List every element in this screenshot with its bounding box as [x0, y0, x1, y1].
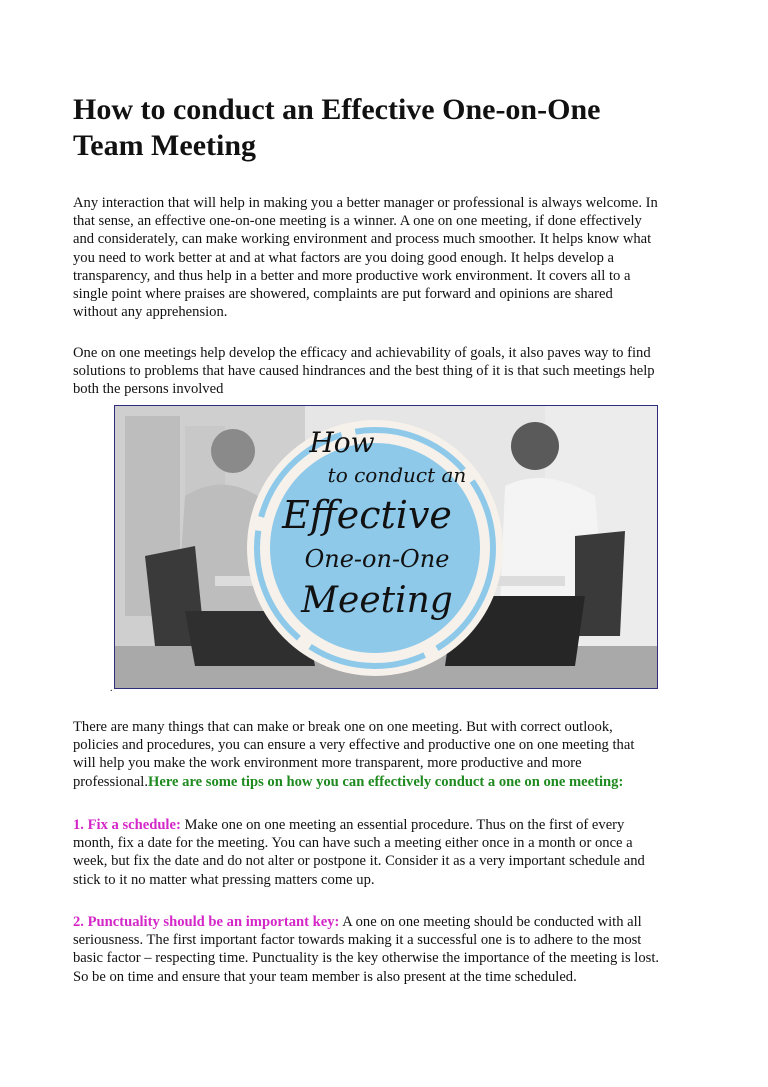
- badge-text: to conduct an: [327, 463, 467, 487]
- text-line: policies and procedures, you can ensure a very effective and productive one on one meeting that: [73, 737, 635, 754]
- tip-1-paragraph: [73, 816, 645, 889]
- badge-text: How: [309, 426, 375, 459]
- text-line: will help you make the work environment more transparent, more productive and more: [73, 755, 582, 772]
- text-segment: A one on one meeting should be conducted with all: [339, 914, 642, 930]
- text-line: single point where praises are showered, complaints are put forward and opinions are shared: [73, 286, 613, 303]
- text-line: both the persons involved: [73, 381, 224, 398]
- text-line: Any interaction that will help in making you a better manager or professional is always welcome. In: [73, 195, 658, 211]
- text-line: There are many things that can make or break one on one meeting. But with correct outlook,: [73, 719, 613, 735]
- stray-dot: .: [110, 683, 113, 694]
- text-segment: Make one on one meeting an essential procedure. Thus on the first of every: [180, 817, 625, 833]
- text-line: month, fix a date for the meeting. You can have such a meeting either once in a month or once a: [73, 835, 633, 852]
- text-line: One on one meetings help develop the efficacy and achievability of goals, it also paves way to find: [73, 345, 651, 361]
- text-line: transparency, and thus help in a better and more productive work environment. It covers all to a: [73, 267, 631, 284]
- text-line: seriousness. The first important factor towards making it a successful one is to adhere to the most: [73, 932, 642, 949]
- intro-paragraph: [73, 194, 658, 321]
- text-line: basic factor – respecting time. Punctuality is the key otherwise the importance of the meeting is lost.: [73, 950, 660, 967]
- text-line: solutions to problems that have caused hindrances and the best thing of it is that such meetings help: [73, 363, 655, 380]
- text-line: [73, 816, 645, 834]
- tip-2-heading: 2. Punctuality should be an important key:: [73, 914, 340, 930]
- tips-intro-paragraph: [73, 718, 634, 791]
- badge-text: Meeting: [301, 580, 453, 621]
- title-line: How to conduct an Effective One-on-One: [73, 93, 601, 126]
- tip-2-paragraph: [73, 913, 659, 986]
- page-title: [73, 92, 600, 164]
- text-segment: professional.: [73, 773, 148, 790]
- tips-highlight: Here are some tips on how you can effectively conduct a one on one meeting:: [147, 773, 624, 790]
- text-line: that sense, an effective one-on-one meeting is a winner. A one on one meeting, if done effectively: [73, 213, 642, 230]
- badge-text: Effective: [282, 493, 452, 537]
- article-image: [114, 405, 658, 689]
- text-line: So be on time and ensure that your team member is also present at the time scheduled.: [73, 968, 577, 985]
- tip-1-heading: 1. Fix a schedule:: [73, 817, 181, 833]
- text-line: stick to it no matter what pressing matters come up.: [73, 871, 375, 888]
- title-line: Team Meeting: [73, 129, 257, 162]
- text-line: without any apprehension.: [73, 304, 228, 321]
- text-line: you need to work better at and at what factors are you doing good enough. It helps develop a: [73, 249, 615, 266]
- text-line: and considerately, can make working environment and process much smoother. It helps know what: [73, 231, 652, 248]
- text-line: week, but fix the date and do not alter or postpone it. Consider it as a very important schedule and: [73, 853, 645, 870]
- benefits-paragraph: [73, 344, 655, 399]
- text-line: [73, 773, 634, 791]
- badge-text: One-on-One: [304, 545, 450, 573]
- text-line: [73, 913, 659, 931]
